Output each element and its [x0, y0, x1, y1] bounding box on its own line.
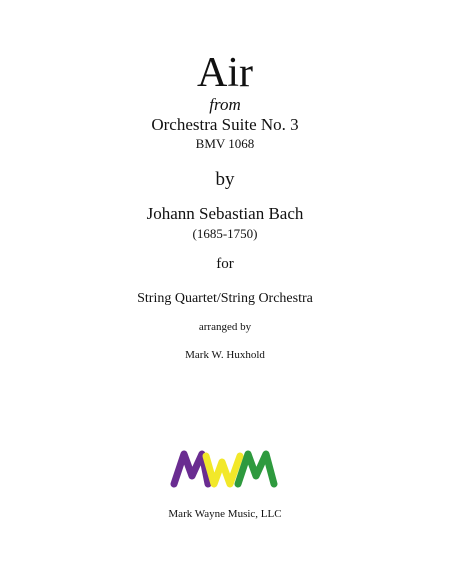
publisher-name: Mark Wayne Music, LLC [168, 508, 282, 520]
logo-m-right [238, 454, 274, 484]
publisher-logo [170, 446, 280, 490]
logo-m-left [174, 454, 208, 484]
catalog-number: BMV 1068 [195, 136, 255, 151]
logo-w-middle [206, 456, 240, 484]
for-label: for [216, 256, 234, 272]
arranged-by-label: arranged by [198, 321, 252, 333]
piece-title: Air [197, 50, 253, 96]
arranger-name: Mark W. Huxhold [185, 349, 265, 361]
by-label: by [215, 169, 235, 190]
composer-dates: (1685-1750) [192, 226, 258, 241]
ensemble: String Quartet/String Orchestra [137, 291, 313, 306]
from-label: from [209, 95, 241, 114]
composer-name: Johann Sebastian Bach [146, 204, 304, 223]
source-work: Orchestra Suite No. 3 [151, 115, 299, 134]
